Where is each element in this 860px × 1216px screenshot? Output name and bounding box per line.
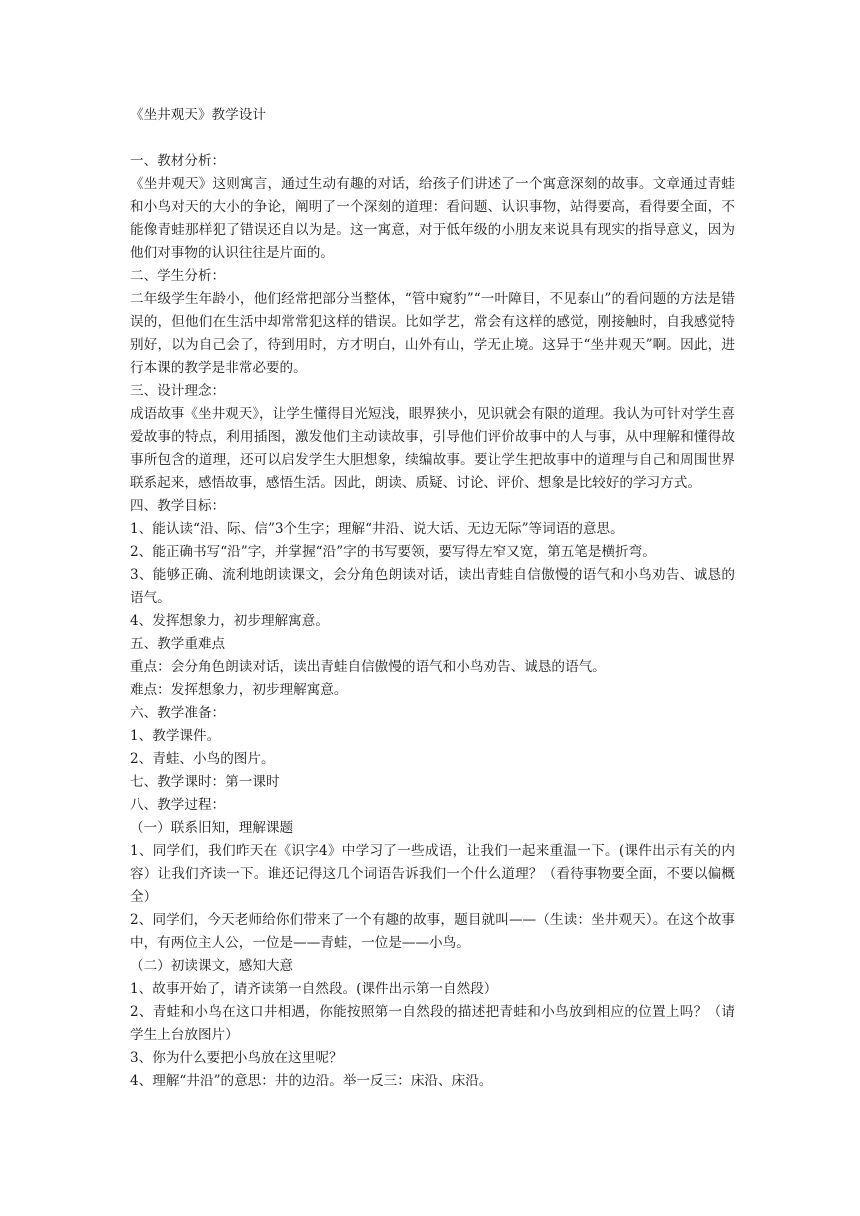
subsection-heading-2: （二）初读课文，感知大意 [130, 958, 294, 974]
section-heading-teaching-goals: 四、教学目标： [130, 498, 226, 514]
list-item-process-2-2: 2、青蛙和小鸟在这口井相遇，你能按照第一自然段的描述把青蛙和小鸟放到相应的位置上吗？（请学生上台放图片） [130, 1004, 735, 1043]
section-heading-teaching-process: 八、教学过程： [130, 797, 226, 813]
section-heading-key-points: 五、教学重难点 [130, 636, 226, 652]
list-item-process-1-2: 2、同学们，今天老师给你们带来了一个有趣的故事，题目就叫——（生读：坐井观天）。在这个故事中，有两位主人公，一位是——青蛙，一位是——小鸟。 [130, 912, 735, 951]
subsection-heading-1: （一）联系旧知，理解课题 [130, 820, 294, 836]
list-item-goal-2: 2、能正确书写“沿”字，并掌握“沿”字的书写要领，要写得左窄又宽，第五笔是横折弯。 [130, 544, 656, 560]
list-item-process-1-1: 1、同学们，我们昨天在《识字4》中学习了一些成语，让我们一起来重温一下。(课件出示有关的内容）让我们齐读一下。谁还记得这几个词语告诉我们一个什么道理？（看待事物要全面，不要以偏概全） [130, 843, 735, 905]
document-title: 《坐井观天》教学设计 [130, 107, 266, 123]
section-heading-textbook-analysis: 一、教材分析： [130, 153, 226, 169]
section-heading-preparation: 六、教学准备： [130, 705, 226, 721]
list-item-process-2-3: 3、你为什么要把小鸟放在这里呢？ [130, 1050, 343, 1066]
section-heading-class-hours: 七、教学课时：第一课时 [130, 774, 280, 790]
list-item-preparation-1: 1、教学课件。 [130, 728, 221, 744]
paragraph-textbook-analysis: 《坐井观天》这则寓言，通过生动有趣的对话，给孩子们讲述了一个寓意深刻的故事。文章通过青蛙和小鸟对天的大小的争论，阐明了一个深刻的道理：看问题、认识事物，站得要高，看得要全面，不能像青蛙那样犯了错误还自以为是。这一寓意，对于低年级的小朋友来说具有现实的指导意义，因为他们对事物的认识往往是片面的。 [130, 176, 735, 261]
paragraph-design-concept: 成语故事《坐井观天》，让学生懂得目光短浅，眼界狭小，见识就会有限的道理。我认为可针对学生喜爱故事的特点，利用插图，激发他们主动读故事，引导他们评价故事中的人与事，从中理解和懂得故事所包含的道理，还可以启发学生大胆想象，续编故事。要让学生把故事中的道理与自己和周围世界联系起来，感悟故事，感悟生活。因此，朗读、质疑、讨论、评价、想象是比较好的学习方式。 [130, 406, 735, 491]
list-item-goal-4: 4、发挥想象力，初步理解寓意。 [130, 613, 329, 629]
document-page [130, 104, 735, 1093]
list-item-goal-3: 3、能够正确、流利地朗读课文，会分角色朗读对话，读出青蛙自信傲慢的语气和小鸟劝告、诚恳的语气。 [130, 567, 735, 606]
blank-line [130, 127, 735, 150]
list-item-key-point: 重点：会分角色朗读对话，读出青蛙自信傲慢的语气和小鸟劝告、诚恳的语气。 [130, 659, 606, 675]
list-item-process-2-1: 1、故事开始了，请齐读第一自然段。(课件出示第一自然段） [130, 981, 498, 997]
section-heading-design-concept: 三、设计理念： [130, 383, 226, 399]
list-item-preparation-2: 2、青蛙、小鸟的图片。 [130, 751, 275, 767]
list-item-difficulty: 难点：发挥想象力，初步理解寓意。 [130, 682, 348, 698]
list-item-process-2-4: 4、理解“井沿”的意思：井的边沿。举一反三：床沿、床沿。 [130, 1073, 493, 1089]
paragraph-student-analysis: 二年级学生年龄小，他们经常把部分当整体，“管中窥豹”“一叶障目，不见泰山”的看问题的方法是错误的，但他们在生活中却常常犯这样的错误。比如学艺，常会有这样的感觉，刚接触时，自我感觉特别好，以为自己会了，待到用时，方才明白，山外有山，学无止境。这异于“坐井观天”啊。因此，进行本课的教学是非常必要的。 [130, 291, 735, 376]
section-heading-student-analysis: 二、学生分析： [130, 268, 226, 284]
list-item-goal-1: 1、能认读“沿、际、信”3个生字；理解“井沿、说大话、无边无际”等词语的意思。 [130, 521, 624, 537]
